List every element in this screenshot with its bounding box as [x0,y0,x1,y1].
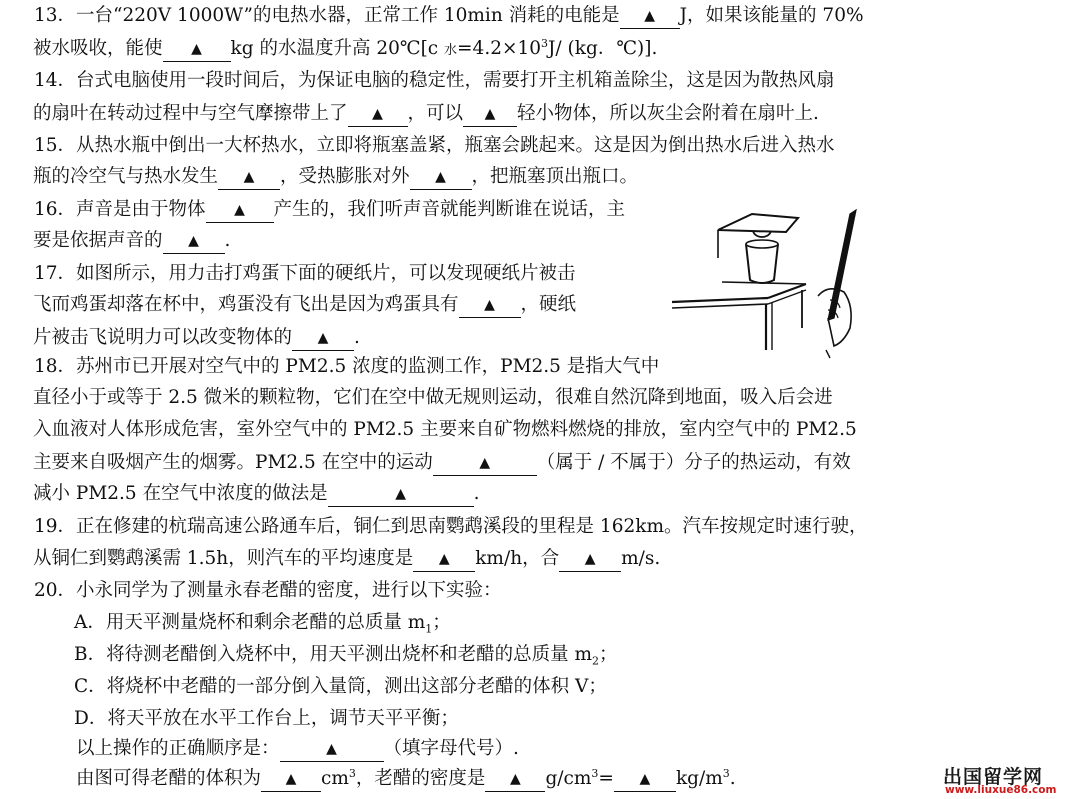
q18-line-5: 减小 PM2.5 在空气中浓度的做法是 ▲ . [33,481,479,507]
table-thickness-side [768,290,806,304]
q20-step-d: D．将天平放在水平工作台上，调节天平平衡； [74,708,459,729]
q14-blank-charge[interactable]: ▲ [348,103,408,127]
cardboard-card [718,214,798,232]
q20-step-b: B．将待测老醋倒入烧杯中，用天平测出烧杯和老醋的总质量 $m_2$； [74,644,618,668]
q19-line-2: 从铜仁到鹦鹉溪需 1.5h，则汽车的平均速度是 ▲ km/h，合 ▲ m/s. [33,546,660,572]
q16-blank-timbre[interactable]: ▲ [163,230,225,254]
q14-line-1: 14．台式电脑使用一段时间后，为保证电脑的稳定性，需要打开主机箱盖除尘，这是因为散热风扇 [34,70,835,91]
q20-step-a: A．用天平测量烧杯和剩余老醋的总质量 $m_1$； [74,612,451,636]
q18-blank-thermal-motion[interactable]: ▲ [433,452,537,476]
q17-line-3: 片被击飞说明力可以改变物体的 ▲ . [33,325,360,351]
q20-blank-order[interactable]: ▲ [280,738,384,762]
q15-line-1: 15．从热水瓶中倒出一大杯热水，立即将瓶塞盖紧，瓶塞会跳起来。这是因为倒出热水后进入热水 [34,135,835,156]
q13-blank-energy[interactable]: ▲ [620,5,680,29]
watermark-site-name: 出国留学网 [943,766,1044,788]
q16-blank-vibration[interactable]: ▲ [206,199,274,223]
q18-line-3: 入血液对人体形成危害，室外空气中的 PM2.5 主要来自矿物燃料燃烧的排放，室内空气中的 PM2.5 [33,419,857,440]
watermark-site-url: www.liuxue86.com [945,784,1057,796]
site-watermark [943,762,1071,798]
q20-intro: 20．小永同学为了测量永春老醋的密度，进行以下实验： [34,580,502,601]
q13-line-2: 被水吸收，能使 ▲ kg 的水温度升高 20℃[c 水$=4.2\times 10^3J/$ (kg．℃)]. [33,36,657,64]
q20-step-c: C．将烧杯中老醋的一部分倒入量筒，测出这部分老醋的体积 V； [74,676,607,697]
motion-mark [826,350,830,358]
q19-blank-speed-kmh[interactable]: ▲ [413,548,475,572]
q13-line-1: 13．一台“220V 1000W”的电热水器，正常工作 10min 消耗的电能是 ▲ J，如果该能量的 70% [34,3,864,29]
q18-line-2: 直径小于或等于 2.5 微米的颗粒物，它们在空中做无规则运动，很难自然沉降到地面，吸入后会进 [33,387,833,408]
q17-blank-inertia[interactable]: ▲ [459,294,521,318]
q20-order-line: 以上操作的正确顺序是： ▲ （填字母代号）. [76,736,519,762]
q16-line-1: 16．声音是由于物体 ▲ 产生的，我们听声音就能判断谁在说话，主 [34,197,625,223]
q14-line-2: 的扇叶在转动过程中与空气摩擦带上了 ▲ ，可以 ▲ 轻小物体，所以灰尘会附着在扇叶上. [33,101,819,127]
q15-blank-heat-transfer[interactable]: ▲ [218,166,280,190]
q20-result-line: 由图可得老醋的体积为 ▲ $cm^3$，老醋的密度是 ▲ $g/cm^3=$ ▲ $kg/m^3$. [76,766,736,792]
table-top-front-edge [672,298,768,302]
q15-line-2: 瓶的冷空气与热水发生 ▲ ，受热膨胀对外 ▲ ，把瓶塞顶出瓶口。 [33,164,638,190]
q18-line-1: 18．苏州市已开展对空气中的 PM2.5 浓度的监测工作，PM2.5 是指大气中 [34,356,660,377]
q18-blank-reduce-method[interactable]: ▲ [328,483,474,507]
table-thickness [672,304,768,308]
q17-line-2: 飞而鸡蛋却落在杯中，鸡蛋没有飞出是因为鸡蛋具有 ▲ ，硬纸 [33,292,576,318]
q15-blank-work[interactable]: ▲ [410,166,472,190]
q14-blank-attract[interactable]: ▲ [463,103,517,127]
q20-blank-volume[interactable]: ▲ [261,768,321,792]
ruler [828,210,856,320]
q19-blank-speed-ms[interactable]: ▲ [559,548,621,572]
q20-blank-density-kgm3[interactable]: ▲ [614,768,676,792]
q20-blank-density-gcm3[interactable]: ▲ [485,768,545,792]
q19-line-1: 19．正在修建的杭瑞高速公路通车后，铜仁到思南鹦鹉溪段的里程是 162km。汽车按规定时速行驶， [34,516,868,537]
cup-body [746,244,778,283]
q13-blank-mass[interactable]: ▲ [163,38,231,62]
q17-line-1: 17．如图所示，用力击打鸡蛋下面的硬纸片，可以发现硬纸片被击 [34,263,576,284]
egg-inertia-figure [668,200,876,365]
q16-line-2: 要是依据声音的 ▲ . [33,228,230,254]
q18-line-4: 主要来自吸烟产生的烟雾。PM2.5 在空中的运动 ▲ （属于 / 不属于）分子的热运动，有效 [33,450,851,476]
q17-blank-motion-state[interactable]: ▲ [292,327,354,351]
table-top-right-edge [768,284,806,298]
cup-rim [746,240,778,248]
